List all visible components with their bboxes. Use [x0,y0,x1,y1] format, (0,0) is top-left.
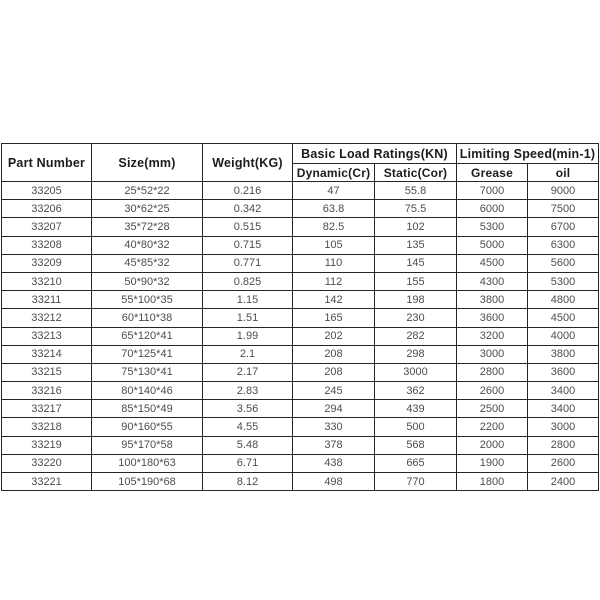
table-cell: 362 [375,382,457,400]
table-cell: 568 [375,436,457,454]
table-cell: 7000 [457,182,528,200]
table-cell: 5600 [528,254,599,272]
table-cell: 3600 [528,363,599,381]
table-cell: 6300 [528,236,599,254]
col-header-grease: Grease [457,164,528,182]
table-cell: 105*190*68 [92,473,203,491]
table-cell: 4800 [528,291,599,309]
table-cell: 294 [293,400,375,418]
table-cell: 7500 [528,200,599,218]
table-cell: 770 [375,473,457,491]
table-cell: 63.8 [293,200,375,218]
table-cell: 2.17 [203,363,293,381]
table-cell: 47 [293,182,375,200]
table-row [2,345,599,363]
table-cell: 3800 [528,345,599,363]
table-cell: 1900 [457,454,528,472]
table-cell: 3000 [457,345,528,363]
table-cell: 33215 [2,363,92,381]
table-cell: 2800 [528,436,599,454]
table-cell: 110 [293,254,375,272]
table-cell: 33218 [2,418,92,436]
table-cell: 3000 [528,418,599,436]
col-group-limiting-speed: Limiting Speed(min-1) [457,144,599,164]
col-header-oil: oil [528,164,599,182]
header-row-top [2,144,599,164]
table-cell: 438 [293,454,375,472]
table-row [2,327,599,345]
col-header-size: Size(mm) [92,144,203,182]
table-cell: 105 [293,236,375,254]
table-row [2,454,599,472]
table-cell: 2200 [457,418,528,436]
col-header-dynamic: Dynamic(Cr) [293,164,375,182]
table-cell: 142 [293,291,375,309]
table-cell: 33217 [2,400,92,418]
table-cell: 6.71 [203,454,293,472]
table-cell: 1.15 [203,291,293,309]
table-cell: 282 [375,327,457,345]
table-cell: 0.515 [203,218,293,236]
table-header [2,144,599,182]
table-cell: 6000 [457,200,528,218]
table-cell: 5300 [528,272,599,290]
table-cell: 245 [293,382,375,400]
table-cell: 298 [375,345,457,363]
table-cell: 75.5 [375,200,457,218]
table-cell: 33206 [2,200,92,218]
table-cell: 1800 [457,473,528,491]
table-cell: 60*110*38 [92,309,203,327]
table-cell: 198 [375,291,457,309]
table-cell: 2.1 [203,345,293,363]
table-row [2,200,599,218]
table-cell: 208 [293,345,375,363]
table-cell: 5000 [457,236,528,254]
table-cell: 202 [293,327,375,345]
table-row [2,182,599,200]
table-cell: 33212 [2,309,92,327]
table-cell: 330 [293,418,375,436]
table-cell: 33214 [2,345,92,363]
table-cell: 3.56 [203,400,293,418]
table-cell: 82.5 [293,218,375,236]
table-cell: 33219 [2,436,92,454]
col-header-part-number: Part Number [2,144,92,182]
table-cell: 33221 [2,473,92,491]
table-cell: 33208 [2,236,92,254]
table-cell: 45*85*32 [92,254,203,272]
table-cell: 30*62*25 [92,200,203,218]
table-cell: 2.83 [203,382,293,400]
table-cell: 500 [375,418,457,436]
table-row [2,400,599,418]
table-cell: 2500 [457,400,528,418]
table-cell: 90*160*55 [92,418,203,436]
table-cell: 4500 [528,309,599,327]
table-cell: 70*125*41 [92,345,203,363]
table-cell: 1.99 [203,327,293,345]
table-cell: 145 [375,254,457,272]
table-cell: 2600 [457,382,528,400]
table-cell: 0.216 [203,182,293,200]
table-cell: 2000 [457,436,528,454]
table-cell: 3200 [457,327,528,345]
table-cell: 3400 [528,382,599,400]
table-cell: 33213 [2,327,92,345]
table-cell: 33205 [2,182,92,200]
table-cell: 4300 [457,272,528,290]
table-cell: 165 [293,309,375,327]
table-cell: 3400 [528,400,599,418]
table-cell: 2800 [457,363,528,381]
table-cell: 33216 [2,382,92,400]
table-cell: 9000 [528,182,599,200]
table-cell: 85*150*49 [92,400,203,418]
table-row [2,418,599,436]
table-cell: 102 [375,218,457,236]
table-row [2,436,599,454]
table-cell: 33209 [2,254,92,272]
table-row [2,363,599,381]
table-cell: 112 [293,272,375,290]
table-cell: 2400 [528,473,599,491]
table-row [2,291,599,309]
table-cell: 100*180*63 [92,454,203,472]
col-header-static: Static(Cor) [375,164,457,182]
table-cell: 665 [375,454,457,472]
table-cell: 33211 [2,291,92,309]
table-cell: 378 [293,436,375,454]
table-row [2,272,599,290]
table-cell: 0.342 [203,200,293,218]
table-row [2,254,599,272]
table-cell: 3800 [457,291,528,309]
table-row [2,309,599,327]
table-cell: 65*120*41 [92,327,203,345]
table-cell: 8.12 [203,473,293,491]
table-cell: 33220 [2,454,92,472]
table-cell: 0.825 [203,272,293,290]
table-cell: 80*140*46 [92,382,203,400]
table-cell: 135 [375,236,457,254]
bearing-spec-table [1,143,599,491]
table-cell: 55*100*35 [92,291,203,309]
table-row [2,236,599,254]
table-cell: 439 [375,400,457,418]
table-cell: 33207 [2,218,92,236]
table-cell: 55.8 [375,182,457,200]
table-row [2,382,599,400]
table-cell: 230 [375,309,457,327]
table-cell: 2600 [528,454,599,472]
table-cell: 95*170*58 [92,436,203,454]
table-cell: 5300 [457,218,528,236]
table-cell: 208 [293,363,375,381]
table-cell: 75*130*41 [92,363,203,381]
col-group-basic-load-ratings: Basic Load Ratings(KN) [293,144,457,164]
table-cell: 3000 [375,363,457,381]
table-cell: 4000 [528,327,599,345]
table-cell: 1.51 [203,309,293,327]
table-cell: 0.715 [203,236,293,254]
col-header-weight: Weight(KG) [203,144,293,182]
table-cell: 6700 [528,218,599,236]
table-cell: 155 [375,272,457,290]
table-cell: 35*72*28 [92,218,203,236]
table-cell: 4500 [457,254,528,272]
table-cell: 40*80*32 [92,236,203,254]
table-cell: 4.55 [203,418,293,436]
table-row [2,218,599,236]
table-cell: 3600 [457,309,528,327]
table-body [2,182,599,491]
table-cell: 25*52*22 [92,182,203,200]
table-cell: 498 [293,473,375,491]
table-row [2,473,599,491]
table-cell: 33210 [2,272,92,290]
table-cell: 0.771 [203,254,293,272]
table-cell: 5.48 [203,436,293,454]
table-cell: 50*90*32 [92,272,203,290]
